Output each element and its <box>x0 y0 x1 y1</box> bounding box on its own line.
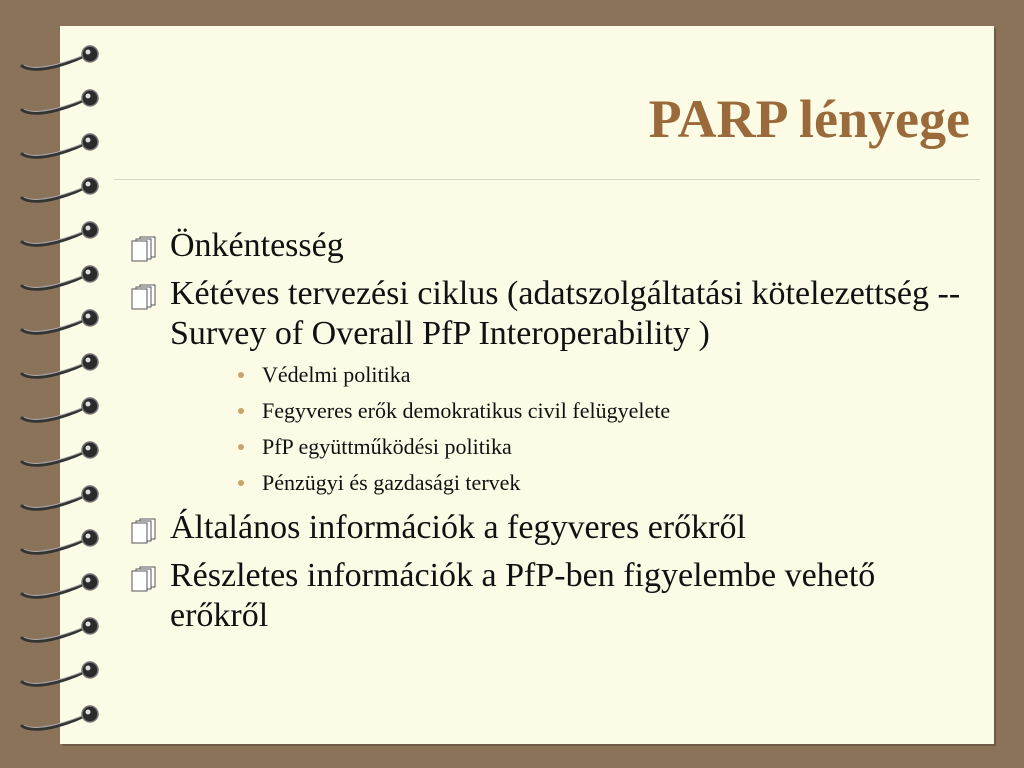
sub-bullet-dot <box>238 480 244 486</box>
sub-item <box>232 470 968 496</box>
notepad-icon <box>130 284 158 310</box>
title-divider <box>114 179 980 180</box>
bullet-item <box>128 226 968 266</box>
spiral-ring <box>22 178 98 201</box>
sub-bullet-dot <box>238 372 244 378</box>
spiral-ring <box>22 530 98 553</box>
slide-title: PARP lényege <box>648 89 970 149</box>
spiral-ring <box>22 266 98 289</box>
sub-bullet-dot <box>238 444 244 450</box>
sub-item <box>232 434 968 460</box>
bullet-item <box>128 274 968 354</box>
spiral-ring <box>22 222 98 245</box>
bullet-text: Önkéntesség <box>170 227 344 264</box>
bullet-text: Kétéves tervezési ciklus (adatszolgáltatási kötelezettség -- Survey of Overall PfP Interoperability ) <box>170 275 961 352</box>
sub-text: Pénzügyi és gazdasági tervek <box>262 470 521 495</box>
sub-list <box>128 362 968 496</box>
bullet-text: Általános információk a fegyveres erőkről <box>170 509 746 546</box>
bullet-item <box>128 508 968 548</box>
slide-page <box>60 26 994 744</box>
spiral-ring <box>22 46 98 69</box>
sub-item <box>232 362 968 388</box>
spiral-ring <box>22 354 98 377</box>
spiral-ring <box>22 618 98 641</box>
spiral-ring <box>22 574 98 597</box>
spiral-ring <box>22 90 98 113</box>
bullet-item <box>128 556 968 636</box>
bullet-text: Részletes információk a PfP-ben figyelembe vehető erőkről <box>170 557 876 634</box>
spiral-ring <box>22 398 98 421</box>
spiral-ring <box>22 134 98 157</box>
sub-item <box>232 398 968 424</box>
notepad-icon <box>130 236 158 262</box>
spiral-ring <box>22 662 98 685</box>
spiral-ring <box>22 310 98 333</box>
spiral-ring <box>22 706 98 729</box>
sub-text: Védelmi politika <box>262 362 411 387</box>
spiral-ring <box>22 486 98 509</box>
notepad-icon <box>130 566 158 592</box>
sub-text: Fegyveres erők demokratikus civil felügyelete <box>262 398 671 423</box>
spiral-binding-icon <box>18 40 108 740</box>
notepad-icon <box>130 518 158 544</box>
sub-text: PfP együttműködési politika <box>262 434 512 459</box>
slide-content <box>128 226 968 644</box>
spiral-ring <box>22 442 98 465</box>
sub-bullet-dot <box>238 408 244 414</box>
